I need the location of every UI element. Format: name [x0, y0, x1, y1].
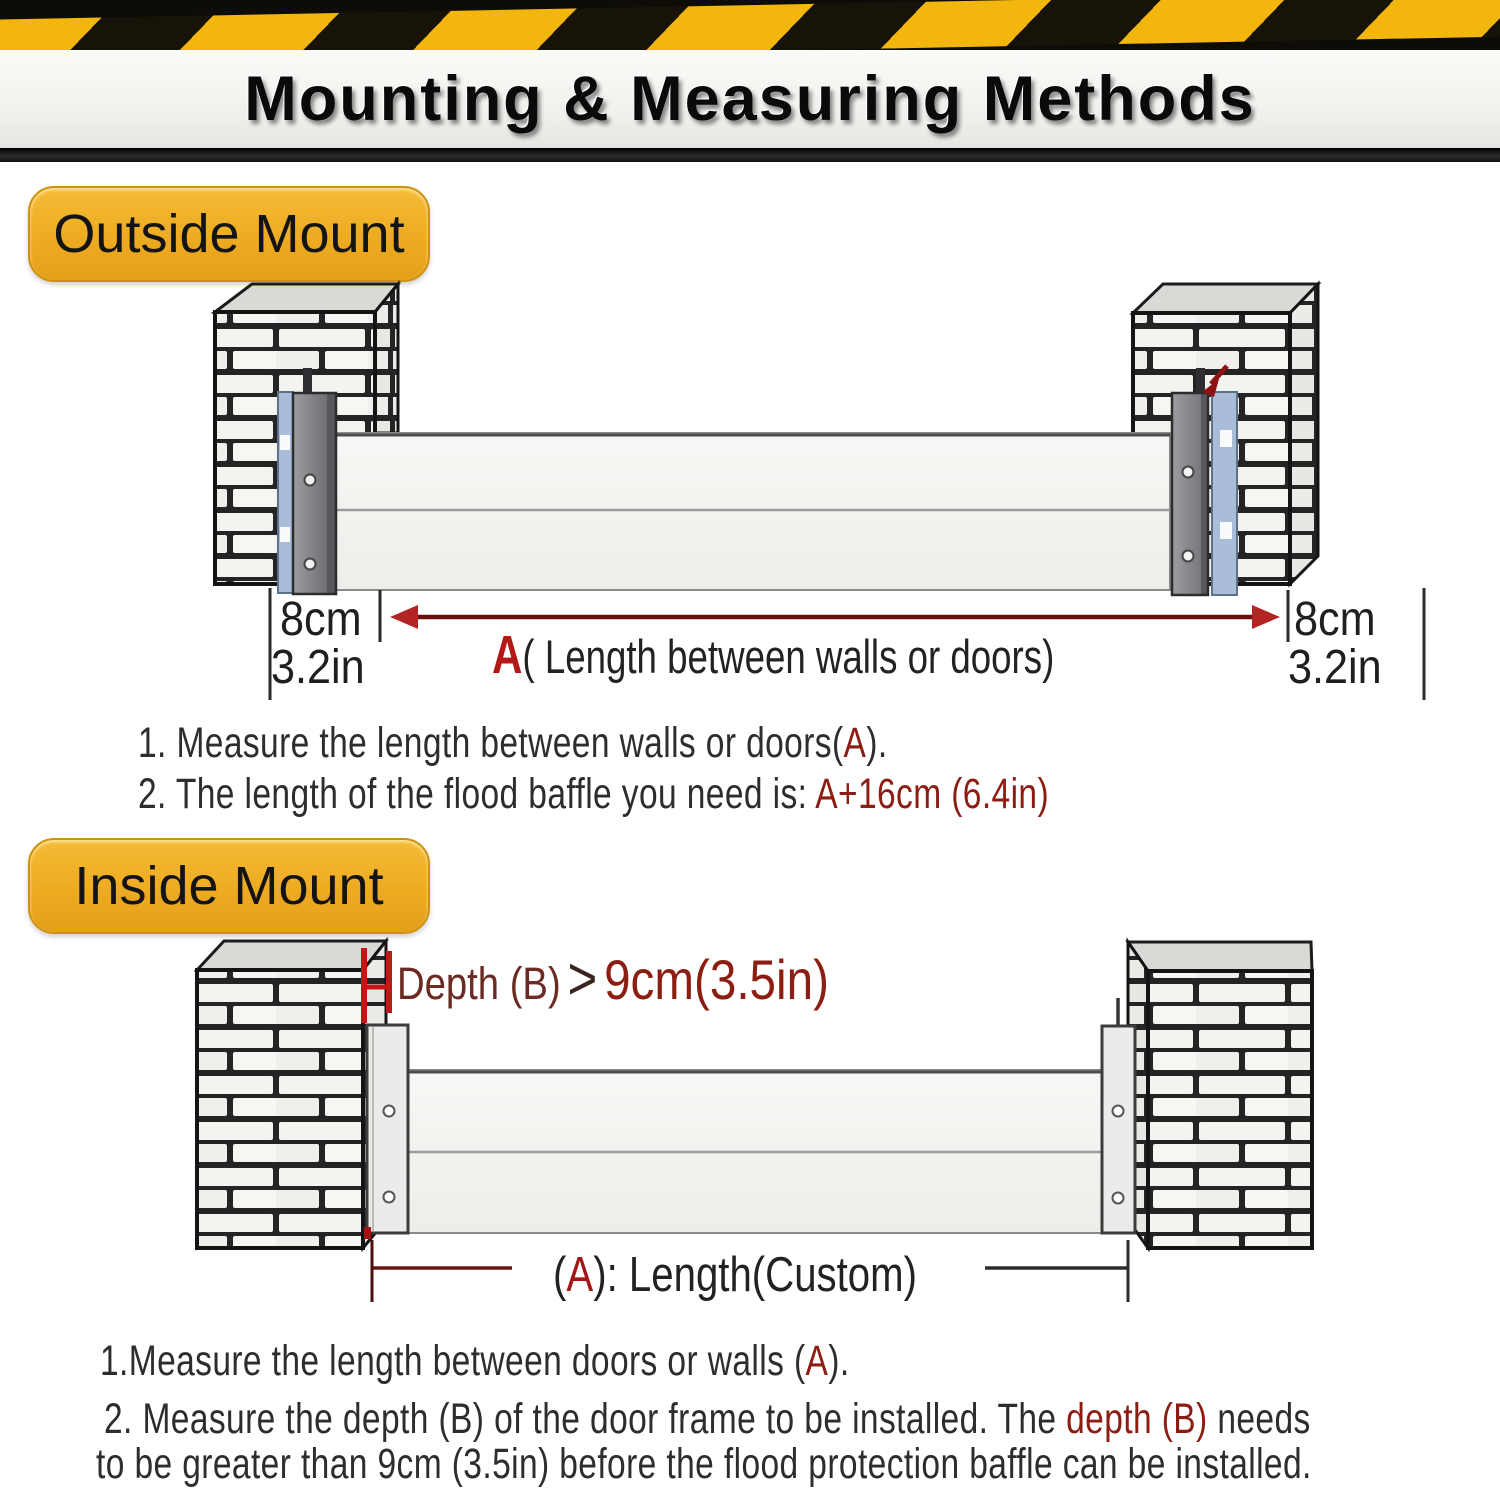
outside-step-2: 2. The length of the flood baffle you need is: A+16cm (6.4in): [138, 770, 1050, 818]
left-offset-in: 3.2in: [271, 641, 365, 694]
greater-than-symbol: >: [567, 945, 598, 1012]
right-offset-cm: 8cm: [1294, 593, 1376, 646]
length-between-walls-annotation: A ( Length between walls or doors): [492, 625, 1055, 685]
inside-step-2-line2: to be greater than 9cm (3.5in) before the flood protection baffle can be installed.: [96, 1440, 1312, 1488]
inside-step-2-line1: 2. Measure the depth (B) of the door frame to be installed. The depth (B) needs: [104, 1395, 1311, 1443]
dimension-a-letter: A: [566, 1248, 594, 1302]
left-mounting-channel: [364, 1025, 408, 1239]
brick-pillar-right: [1128, 942, 1312, 1248]
inside-step-1: 1.Measure the length between doors or walls (A).: [100, 1337, 850, 1385]
flood-barrier-panels: [408, 1070, 1102, 1233]
hazard-tape-banner: [0, 0, 1500, 50]
inside-mount-badge: [28, 838, 430, 934]
title-band: [0, 50, 1500, 148]
right-offset-in: 3.2in: [1288, 641, 1382, 694]
inside-mount-label: Inside Mount: [74, 856, 384, 916]
outside-mount-badge: [28, 186, 430, 282]
hazard-stripes: [0, 0, 1500, 50]
depth-annotation: Depth (B) > 9cm(3.5in): [397, 945, 829, 1012]
left-offset-cm: 8cm: [280, 593, 362, 646]
page-title: Mounting & Measuring Methods: [244, 64, 1256, 134]
flood-barrier-panels: [336, 433, 1170, 590]
custom-length-annotation: ( A ): Length(Custom): [553, 1248, 917, 1302]
brick-pillar-left: [197, 941, 386, 1248]
dimension-a-letter: A: [492, 625, 523, 685]
left-mounting-channel: [278, 368, 336, 594]
outside-mount-label: Outside Mount: [53, 204, 405, 264]
right-mounting-channel: [1102, 998, 1135, 1233]
header-divider-bar: [0, 148, 1500, 162]
right-mounting-channel: [1172, 366, 1237, 595]
outside-step-1: 1. Measure the length between walls or doors(A).: [138, 719, 888, 767]
